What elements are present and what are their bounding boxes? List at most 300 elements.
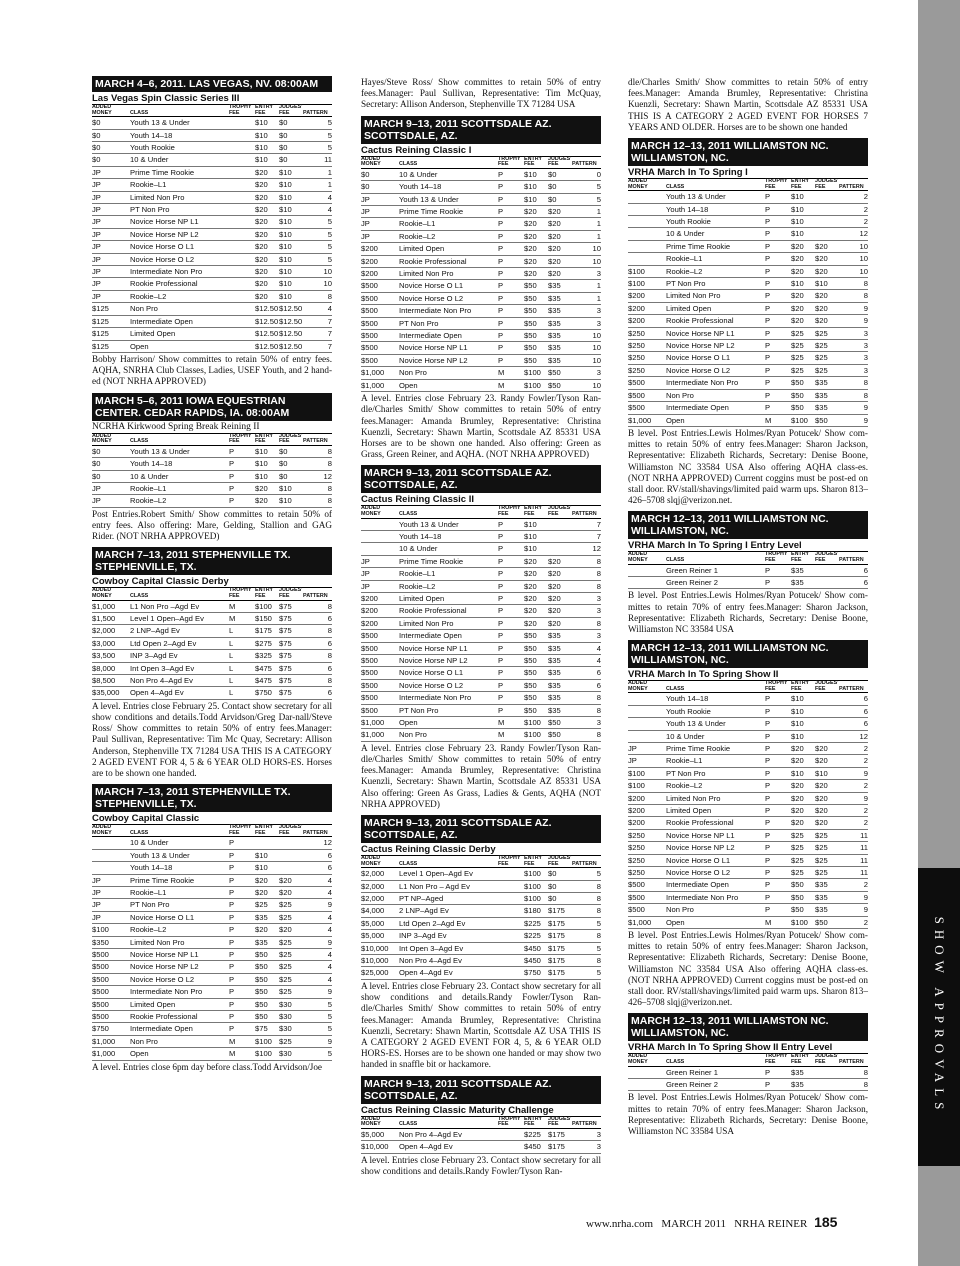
pattern: 2: [839, 755, 868, 767]
header-class-text: CLASS: [130, 438, 149, 445]
pattern: 8: [303, 625, 332, 637]
entry-fee: $50: [255, 973, 279, 985]
entry-fee: $10: [255, 862, 279, 874]
judges-fee: $175: [548, 930, 572, 942]
entry-fee: $20: [524, 268, 548, 280]
pattern: 10: [839, 240, 868, 252]
entry-fee: $20: [524, 218, 548, 230]
pattern: 3: [572, 367, 601, 379]
judges-fee: [815, 1066, 839, 1078]
header-entry-fee-text: FEE: [255, 109, 266, 116]
class-table: [628, 179, 868, 427]
entry-fee: $100: [524, 717, 548, 729]
table-row: [628, 564, 868, 576]
table-row: [628, 302, 868, 314]
table-row: [361, 667, 601, 679]
judges-fee: $20: [548, 580, 572, 592]
entry-fee: $20: [791, 315, 815, 327]
table-row: [361, 893, 601, 905]
added-money: JP: [92, 179, 130, 191]
judges-fee: $25: [815, 327, 839, 339]
class-table: [92, 434, 332, 508]
judges-fee: $20: [548, 592, 572, 604]
header-entry-fee-text: FEE: [524, 510, 535, 517]
section-note: Post Entries.Robert Smith/ Show committes to retain 50% of entry fees. Also offering: Mare, Gelding, Stallion and GAG Rider. (NOT NRHA APPROVED): [92, 508, 332, 542]
table-row: [92, 328, 332, 340]
added-money: [628, 1079, 666, 1091]
added-money: $1,500: [92, 612, 130, 624]
section-note: B level. Post Entries.Lewis Holmes/Ryan Potucek/ Show com-mittes to retain 50% of entry fees.Manager: Sharon Jackson, Representative: Elizabeth Richards, Secretary: Denise Boone, Williamston NC 33584 USA Also offering AQHA class-es. (NOT NRHA APPROVED) Current coggins must be post-ed on stall door. RV/stall/shavings/limited paid warm ups. Sharon 813–426–5708 slqj@verizon.net.: [628, 427, 868, 506]
class-name: Novice Horse NP L1: [666, 327, 765, 339]
header-pattern-text: PATTERN: [839, 556, 864, 563]
class-name: Intermediate Open: [130, 1023, 229, 1035]
pattern: 8: [303, 482, 332, 494]
pattern: 4: [572, 654, 601, 666]
header-class: [130, 434, 229, 446]
judges-fee: [815, 705, 839, 717]
show-section: [92, 784, 332, 1073]
header-trophy-fee: [498, 856, 524, 868]
added-money: $125: [92, 328, 130, 340]
entry-fee: $10: [791, 718, 815, 730]
pattern: 3: [839, 340, 868, 352]
table-row: [361, 280, 601, 292]
pattern: 3: [839, 352, 868, 364]
header-trophy-fee-text: TROPHY: [765, 680, 788, 687]
class-name: Green Reiner 1: [666, 564, 765, 576]
footer-site[interactable]: www.nrha.com: [586, 1218, 654, 1230]
judges-fee: $25: [279, 949, 303, 961]
entry-fee: $150: [255, 612, 279, 624]
pattern: 3: [572, 268, 601, 280]
trophy-fee: M: [498, 379, 524, 391]
table-row: [361, 704, 601, 716]
header-class-text: CLASS: [666, 556, 685, 563]
header-pattern-text: PATTERN: [839, 1059, 864, 1066]
class-name: Prime Time Rookie: [399, 206, 498, 218]
table-row: [92, 470, 332, 482]
pattern: 12: [839, 730, 868, 742]
header-entry-fee-text: ENTRY: [255, 432, 274, 439]
header-added-money-text: MONEY: [361, 510, 381, 517]
pattern: 11: [839, 867, 868, 879]
section-note: Bobby Harrison/ Show committes to retain 50% of entry fees. AQHA, SNRHA Club Classes, Ladies, USEF Youth, and 2 hand-ed (NOT NRHA APPROVED): [92, 353, 332, 387]
header-added-money-text: MONEY: [361, 860, 381, 867]
table-row: [92, 179, 332, 191]
trophy-fee: M: [229, 612, 255, 624]
entry-fee: $10: [791, 693, 815, 705]
judges-fee: $20: [548, 268, 572, 280]
table-row: [628, 718, 868, 730]
table-row: [92, 1035, 332, 1047]
table-row: [361, 530, 601, 542]
event-title: Cactus Reining Classic Derby: [361, 844, 601, 856]
page-footer: [586, 1214, 837, 1230]
pattern: 5: [303, 216, 332, 228]
entry-fee: $100: [791, 414, 815, 426]
header-entry-fee-text: ENTRY: [255, 824, 274, 831]
pattern: 8: [303, 290, 332, 302]
judges-fee: $35: [815, 402, 839, 414]
judges-fee: [548, 518, 572, 530]
class-name: Novice Horse NP L1: [399, 342, 498, 354]
header-added-money: [628, 1054, 666, 1066]
entry-fee: $100: [524, 379, 548, 391]
added-money: $0: [92, 117, 130, 129]
trophy-fee: [498, 905, 524, 917]
table-row: [628, 705, 868, 717]
class-name: Novice Horse O L2: [399, 679, 498, 691]
table-row: [92, 674, 332, 686]
class-name: Rookie–L1: [130, 482, 229, 494]
pattern: 12: [572, 543, 601, 555]
judges-fee: $175: [548, 967, 572, 979]
class-name: Limited Non Pro: [666, 792, 765, 804]
table-row: [628, 352, 868, 364]
entry-fee: $10: [255, 470, 279, 482]
judges-fee: $35: [548, 292, 572, 304]
pattern: 6: [572, 679, 601, 691]
entry-fee: $20: [255, 482, 279, 494]
header-added-money-text: ADDED: [628, 178, 648, 185]
section-note: A level. Entries close February 23. Randy Fowler/Tyson Ran-dle/Charles Smith/ Show committes to retain 50% of entry fees.Manager: Amanda Brumley, Representative: Christina Kuenzli, Secretary: Shawn Martin, Scottsdale AZ 85331 USA Horses are to be shown one handed. Also offering: Green as Grass, Green Reiner, and AQHA. (NOT NRHA APPROVED): [361, 393, 601, 460]
header-trophy-fee-text: FEE: [229, 109, 240, 116]
entry-fee: $275: [255, 637, 279, 649]
header-entry-fee-text: FEE: [524, 161, 535, 168]
entry-fee: $20: [255, 266, 279, 278]
trophy-fee: P: [498, 642, 524, 654]
class-name: Non Pro: [666, 389, 765, 401]
added-money: JP: [92, 204, 130, 216]
added-money: $200: [361, 255, 399, 267]
added-money: $0: [92, 458, 130, 470]
entry-fee: $20: [524, 243, 548, 255]
judges-fee: $175: [548, 1141, 572, 1153]
judges-fee: $10: [279, 166, 303, 178]
class-name: Novice Horse NP L2: [130, 961, 229, 973]
added-money: $0: [361, 168, 399, 180]
entry-fee: $20: [524, 255, 548, 267]
trophy-fee: M: [765, 414, 791, 426]
entry-fee: $20: [255, 166, 279, 178]
show-section: [92, 393, 332, 543]
judges-fee: $20: [548, 218, 572, 230]
judges-fee: [279, 862, 303, 874]
pattern: 10: [839, 253, 868, 265]
table-row: [361, 268, 601, 280]
column-3: [628, 76, 868, 1142]
class-table: [628, 1054, 868, 1091]
entry-fee: $20: [255, 887, 279, 899]
judges-fee: $25: [815, 854, 839, 866]
trophy-fee: P: [498, 580, 524, 592]
entry-fee: $20: [255, 874, 279, 886]
table-row: [361, 930, 601, 942]
entry-fee: $20: [791, 265, 815, 277]
trophy-fee: [229, 253, 255, 265]
class-name: Novice Horse NP L1: [130, 949, 229, 961]
added-money: $1,000: [628, 916, 666, 928]
header-judges-fee-text: JUDGES': [815, 178, 839, 185]
table-row: [361, 605, 601, 617]
entry-fee: $10: [255, 445, 279, 457]
class-name: 10 & Under: [666, 730, 765, 742]
judges-fee: $20: [815, 792, 839, 804]
class-name: Rookie Professional: [130, 278, 229, 290]
trophy-fee: P: [765, 377, 791, 389]
header-trophy-fee: [498, 1117, 524, 1129]
added-money: $250: [628, 340, 666, 352]
added-money: JP: [361, 206, 399, 218]
header-judges-fee-text: JUDGES': [815, 1053, 839, 1060]
table-row: [628, 327, 868, 339]
judges-fee: $50: [815, 916, 839, 928]
trophy-fee: P: [765, 240, 791, 252]
judges-fee: $20: [815, 805, 839, 817]
header-entry-fee: [524, 506, 548, 518]
judges-fee: $20: [548, 243, 572, 255]
class-name: Open: [666, 414, 765, 426]
section-note: A level. Entries close 6pm day before class.Todd Arvidson/Joe: [92, 1061, 323, 1072]
judges-fee: [815, 216, 839, 228]
entry-fee: $50: [791, 891, 815, 903]
judges-fee: $12.50: [279, 341, 303, 351]
entry-fee: $10: [255, 458, 279, 470]
show-header: MARCH 9–13, 2011 SCOTTSDALE AZ. SCOTTSDALE, AZ.: [361, 815, 601, 843]
added-money: $500: [361, 692, 399, 704]
judges-fee: $10: [279, 204, 303, 216]
entry-fee: $100: [255, 1035, 279, 1047]
added-money: $500: [361, 630, 399, 642]
header-trophy-fee-text: TROPHY: [229, 104, 252, 110]
entry-fee: $100: [524, 729, 548, 741]
added-money: $10,000: [361, 955, 399, 967]
table-header-row: [361, 157, 601, 169]
table-row: [628, 891, 868, 903]
entry-fee: $10: [791, 228, 815, 240]
event-title: Cactus Reining Classic Maturity Challenge: [361, 1105, 601, 1117]
class-name: Level 1 Open–Agd Ev: [130, 612, 229, 624]
class-name: Novice Horse O L1: [130, 241, 229, 253]
trophy-fee: P: [498, 543, 524, 555]
entry-fee: $20: [524, 206, 548, 218]
pattern: 3: [572, 592, 601, 604]
entry-fee: $450: [524, 955, 548, 967]
added-money: [628, 191, 666, 203]
class-name: Youth 14–18: [130, 862, 229, 874]
added-money: [92, 837, 130, 849]
pattern: 5: [303, 142, 332, 154]
pattern: 9: [839, 302, 868, 314]
pattern: 6: [303, 862, 332, 874]
class-name: Youth 13 & Under: [130, 117, 229, 129]
judges-fee: $75: [279, 687, 303, 699]
pattern: 3: [572, 605, 601, 617]
entry-fee: $20: [524, 592, 548, 604]
entry-fee: $50: [524, 630, 548, 642]
table-row: [361, 955, 601, 967]
class-name: Rookie–L2: [130, 924, 229, 936]
header-trophy-fee-text: TROPHY: [498, 505, 521, 512]
entry-fee: $20: [255, 253, 279, 265]
header-added-money-text: ADDED: [92, 432, 112, 439]
pattern: 3: [572, 717, 601, 729]
table-row: [628, 240, 868, 252]
header-class: [399, 1117, 498, 1129]
header-pattern: [839, 681, 868, 693]
judges-fee: $0: [279, 154, 303, 166]
table-row: [361, 193, 601, 205]
entry-fee: $10: [524, 181, 548, 193]
judges-fee: $0: [548, 181, 572, 193]
judges-fee: [815, 228, 839, 240]
judges-fee: $50: [548, 367, 572, 379]
entry-fee: $12.50: [255, 316, 279, 326]
judges-fee: $35: [548, 317, 572, 329]
header-pattern-text: PATTERN: [303, 438, 328, 445]
header-trophy-fee-text: FEE: [498, 860, 509, 867]
trophy-fee: [498, 917, 524, 929]
entry-fee: $475: [255, 674, 279, 686]
class-name: Limited Open: [666, 805, 765, 817]
class-name: Limited Open: [130, 998, 229, 1010]
judges-fee: [815, 1079, 839, 1091]
judges-fee: $35: [548, 642, 572, 654]
table-row: [92, 1023, 332, 1035]
trophy-fee: P: [765, 1079, 791, 1091]
pattern: 2: [839, 805, 868, 817]
trophy-fee: P: [498, 630, 524, 642]
class-name: Novice Horse O L2: [399, 292, 498, 304]
entry-fee: $50: [524, 667, 548, 679]
pattern: 5: [572, 868, 601, 880]
header-entry-fee-text: ENTRY: [255, 587, 274, 594]
show-header: MARCH 9–13, 2011 SCOTTSDALE AZ. SCOTTSDALE, AZ.: [361, 116, 601, 144]
trophy-fee: P: [765, 693, 791, 705]
class-name: Youth 14–18: [399, 181, 498, 193]
added-money: $5,000: [361, 917, 399, 929]
show-section: [628, 138, 868, 506]
header-pattern: [572, 856, 601, 868]
header-class-text: CLASS: [399, 161, 418, 168]
added-money: $100: [628, 278, 666, 290]
judges-fee: $25: [279, 1035, 303, 1047]
trophy-fee: P: [498, 193, 524, 205]
entry-fee: $100: [524, 893, 548, 905]
event-title: Cactus Reining Classic II: [361, 494, 601, 506]
pattern: 8: [839, 1079, 868, 1091]
header-added-money-text: MONEY: [92, 829, 112, 836]
header-pattern-text: PATTERN: [303, 592, 328, 599]
class-table: [628, 552, 868, 589]
entry-fee: $50: [524, 679, 548, 691]
class-name: Novice Horse NP L2: [130, 228, 229, 240]
added-money: [92, 849, 130, 861]
header-added-money: [361, 157, 399, 169]
section-note: A level. Entries close February 23. Randy Fowler/Tyson Ran-dle/Charles Smith/ Show committes to retain 50% of entry fees.Manager: Amanda Brumley, Representative: Christina Kuenzli, Secretary: Shawn Martin, Scottsdale AZ 85331 USA Also offering: Green As Grass, Ladies & Gents, AQHA (NOT NRHA APPROVED): [361, 742, 601, 809]
table-row: [628, 904, 868, 916]
added-money: $0: [92, 470, 130, 482]
trophy-fee: P: [765, 290, 791, 302]
header-trophy-fee-text: FEE: [498, 1121, 509, 1128]
pattern: 9: [839, 891, 868, 903]
added-money: [628, 718, 666, 730]
class-name: 10 & Under: [666, 228, 765, 240]
judges-fee: $25: [815, 842, 839, 854]
class-name: Limited Non Pro: [399, 617, 498, 629]
entry-fee: $100: [524, 880, 548, 892]
header-judges-fee-text: JUDGES': [548, 505, 572, 512]
header-entry-fee: [255, 105, 279, 117]
entry-fee: $50: [255, 961, 279, 973]
header-judges-fee: [279, 825, 303, 837]
added-money: $500: [361, 642, 399, 654]
show-header: MARCH 9–13, 2011 SCOTTSDALE AZ. SCOTTSDALE, AZ.: [361, 1076, 601, 1104]
header-trophy-fee-text: FEE: [229, 592, 240, 599]
pattern: 8: [839, 290, 868, 302]
entry-fee: $50: [255, 949, 279, 961]
show-header: MARCH 12–13, 2011 WILLIAMSTON NC. WILLIAMSTON, NC.: [628, 138, 868, 166]
pattern: 5: [572, 181, 601, 193]
trophy-fee: P: [498, 704, 524, 716]
entry-fee: $10: [791, 767, 815, 779]
trophy-fee: [498, 955, 524, 967]
pattern: 4: [303, 924, 332, 936]
event-title: VRHA March In To Spring Show II Entry Level: [628, 1042, 868, 1054]
added-money: $350: [92, 936, 130, 948]
judges-fee: $10: [279, 495, 303, 507]
trophy-fee: P: [498, 654, 524, 666]
entry-fee: $100: [524, 367, 548, 379]
pattern: 2: [839, 742, 868, 754]
pattern: 8: [839, 377, 868, 389]
class-name: Limited Open: [130, 328, 229, 340]
added-money: $0: [92, 129, 130, 141]
judges-fee: $0: [548, 193, 572, 205]
table-header-row: [92, 588, 332, 600]
class-name: Intermediate Non Pro: [399, 692, 498, 704]
entry-fee: $20: [255, 278, 279, 290]
added-money: JP: [361, 218, 399, 230]
entry-fee: $100: [255, 600, 279, 612]
entry-fee: $10: [524, 518, 548, 530]
added-money: $0: [361, 181, 399, 193]
table-row: [628, 842, 868, 854]
entry-fee: $25: [791, 854, 815, 866]
added-money: [628, 253, 666, 265]
added-money: JP: [361, 193, 399, 205]
entry-fee: $10: [255, 142, 279, 154]
entry-fee: $75: [255, 1023, 279, 1035]
header-judges-fee-text: FEE: [548, 1121, 559, 1128]
class-name: Prime Time Rookie: [666, 240, 765, 252]
trophy-fee: [498, 942, 524, 954]
trophy-fee: P: [498, 243, 524, 255]
pattern: 4: [572, 642, 601, 654]
trophy-fee: P: [498, 181, 524, 193]
trophy-fee: P: [765, 402, 791, 414]
table-row: [361, 1128, 601, 1140]
judges-fee: $20: [815, 742, 839, 754]
class-name: PT Non Pro: [666, 278, 765, 290]
added-money: $500: [361, 317, 399, 329]
table-row: [92, 986, 332, 998]
judges-fee: $75: [279, 650, 303, 662]
class-name: Novice Horse O L1: [130, 911, 229, 923]
trophy-fee: P: [229, 911, 255, 923]
added-money: JP: [92, 241, 130, 253]
judges-fee: $20: [815, 315, 839, 327]
